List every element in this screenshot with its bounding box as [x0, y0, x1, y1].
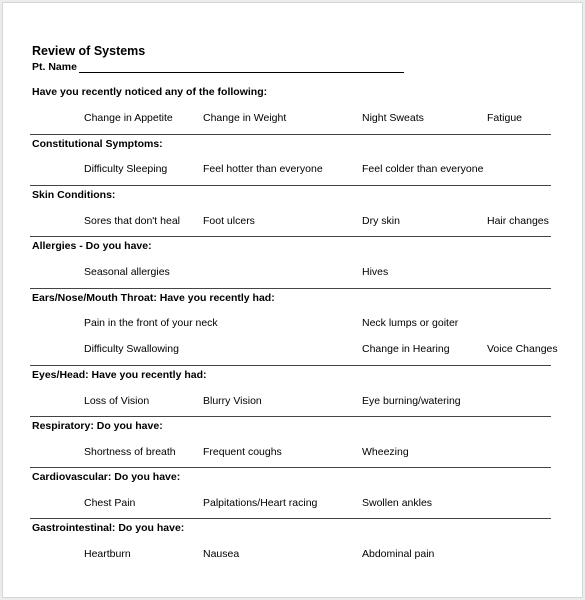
item-hives: Hives	[362, 266, 389, 278]
item-nausea: Nausea	[203, 548, 240, 560]
section-divider	[30, 365, 551, 366]
item-neck-pain: Pain in the front of your neck	[84, 317, 218, 329]
item-dry-skin: Dry skin	[362, 215, 400, 227]
section-divider	[30, 467, 551, 468]
section-heading-cardiovascular: Cardiovascular: Do you have:	[32, 471, 181, 483]
patient-name-field[interactable]	[32, 61, 404, 73]
section-divider	[30, 288, 551, 289]
section-divider	[30, 518, 551, 519]
item-sores: Sores that don't heal	[84, 215, 180, 227]
item-loss-of-vision: Loss of Vision	[84, 395, 150, 407]
item-voice-changes: Voice Changes	[487, 343, 558, 355]
section-heading-skin: Skin Conditions:	[32, 189, 116, 201]
section-heading-eyes: Eyes/Head: Have you recently had:	[32, 369, 207, 381]
item-seasonal-allergies: Seasonal allergies	[84, 266, 170, 278]
item-foot-ulcers: Foot ulcers	[203, 215, 255, 227]
item-abdominal-pain: Abdominal pain	[362, 548, 435, 560]
item-feel-colder: Feel colder than everyone	[362, 163, 484, 175]
item-shortness-of-breath: Shortness of breath	[84, 446, 176, 458]
section-divider	[30, 134, 551, 135]
section-heading-allergies: Allergies - Do you have:	[32, 240, 152, 252]
item-neck-lumps: Neck lumps or goiter	[362, 317, 459, 329]
item-wheezing: Wheezing	[362, 446, 409, 458]
section-heading-respiratory: Respiratory: Do you have:	[32, 420, 163, 432]
item-heartburn: Heartburn	[84, 548, 131, 560]
patient-name-label: Pt. Name	[32, 61, 77, 73]
item-eye-burning: Eye burning/watering	[362, 395, 461, 407]
section-heading-gastrointestinal: Gastrointestinal: Do you have:	[32, 522, 185, 534]
item-difficulty-sleeping: Difficulty Sleeping	[84, 163, 168, 175]
item-change-in-hearing: Change in Hearing	[362, 343, 450, 355]
item-fatigue: Fatigue	[487, 112, 523, 124]
item-chest-pain: Chest Pain	[84, 497, 136, 509]
section-divider	[30, 416, 551, 417]
section-heading-intro: Have you recently noticed any of the following:	[32, 86, 268, 98]
section-divider	[30, 236, 551, 237]
item-feel-hotter: Feel hotter than everyone	[203, 163, 323, 175]
patient-name-line[interactable]	[79, 63, 404, 73]
item-hair-changes: Hair changes	[487, 215, 549, 227]
item-blurry-vision: Blurry Vision	[203, 395, 262, 407]
section-divider	[30, 185, 551, 186]
item-palpitations: Palpitations/Heart racing	[203, 497, 318, 509]
page-title: Review of Systems	[32, 44, 146, 58]
section-heading-ent: Ears/Nose/Mouth Throat: Have you recently had:	[32, 292, 275, 304]
item-swollen-ankles: Swollen ankles	[362, 497, 433, 509]
item-difficulty-swallowing: Difficulty Swallowing	[84, 343, 179, 355]
item-frequent-coughs: Frequent coughs	[203, 446, 282, 458]
item-change-in-weight: Change in Weight	[203, 112, 287, 124]
section-heading-constitutional: Constitutional Symptoms:	[32, 138, 163, 150]
item-change-in-appetite: Change in Appetite	[84, 112, 173, 124]
item-night-sweats: Night Sweats	[362, 112, 424, 124]
